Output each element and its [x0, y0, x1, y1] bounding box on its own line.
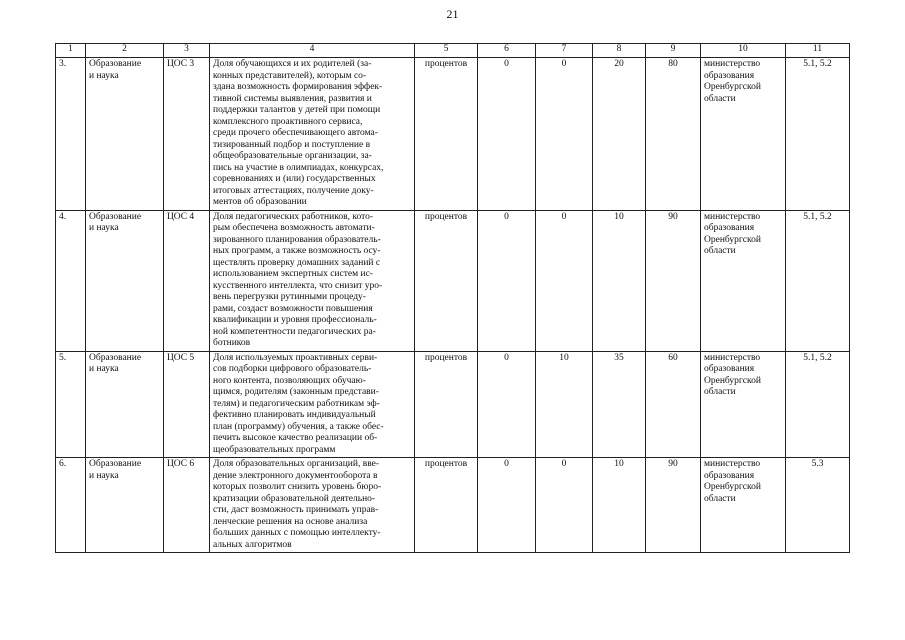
- description-line: ботников: [213, 338, 251, 348]
- area-cell: [86, 351, 164, 458]
- area-line: Образование: [89, 459, 142, 469]
- value-cell: 10: [593, 458, 646, 553]
- code-cell: ЦОС 6: [164, 458, 210, 553]
- value-cell: 0: [536, 210, 593, 351]
- unit-cell: процентов: [415, 458, 478, 553]
- description-line: кратизации образовательной деятельно-: [213, 493, 376, 504]
- organization-cell: [701, 58, 786, 211]
- code-cell: ЦОС 5: [164, 351, 210, 458]
- column-header: 1: [56, 44, 86, 58]
- column-header: 6: [478, 44, 536, 58]
- value-cell: 90: [646, 210, 701, 351]
- organization-line: Оренбургской: [704, 234, 761, 245]
- description-line: вень перегрузки рутинными процеду-: [213, 292, 366, 302]
- description-line: щеобразовательных программ: [213, 444, 336, 455]
- value-cell: 60: [646, 351, 701, 458]
- organization-line: образования: [704, 364, 755, 374]
- row-number-cell: 5.: [56, 351, 86, 458]
- row-number-cell: 6.: [56, 458, 86, 553]
- description-line: кусственного интеллекта, что снизит уро-: [213, 280, 383, 291]
- row-number-cell: 3.: [56, 58, 86, 211]
- description-line: итоговых аттестациях, получение доку-: [213, 185, 374, 196]
- organization-line: области: [704, 387, 736, 397]
- description-line: фективно планировать индивидуальный: [213, 410, 376, 420]
- description-cell: [210, 58, 415, 211]
- description-line: соревнованиях и (или) государственных: [213, 174, 376, 184]
- description-line: ной компетентности педагогических ра-: [213, 326, 376, 337]
- column-header: 5: [415, 44, 478, 58]
- organization-cell: [701, 210, 786, 351]
- description-line: общеобразовательные организации, за-: [213, 151, 372, 161]
- value-cell: 0: [478, 458, 536, 553]
- description-line: ментов об образовании: [213, 197, 307, 207]
- organization-line: министерство: [704, 352, 761, 363]
- description-cell: [210, 210, 415, 351]
- value-cell: 10: [593, 210, 646, 351]
- description-line: рами, создаст возможности повышения: [213, 303, 373, 314]
- description-line: Доля образовательных организаций, вве-: [213, 459, 379, 469]
- description-line: поддержки талантов у детей при помощи: [213, 105, 381, 115]
- organization-line: образования: [704, 223, 755, 233]
- organization-line: образования: [704, 70, 755, 81]
- description-line: квалификации и уровня профессиональ-: [213, 315, 377, 325]
- description-line: больших данных с помощью интеллекту-: [213, 528, 381, 538]
- description-line: план (программу) обучения, а также обес-: [213, 421, 384, 432]
- reference-cell: 5.3: [786, 458, 850, 553]
- code-cell: ЦОС 3: [164, 58, 210, 211]
- table-row: [56, 351, 850, 458]
- description-line: дение электронного документооборота в: [213, 470, 378, 481]
- unit-cell: процентов: [415, 210, 478, 351]
- description-line: Доля педагогических работников, кото-: [213, 211, 374, 222]
- area-cell: [86, 458, 164, 553]
- value-cell: 80: [646, 58, 701, 211]
- table-row: [56, 458, 850, 553]
- page-number: 21: [446, 7, 459, 21]
- description-line: зированного планирования образователь-: [213, 234, 381, 245]
- reference-cell: 5.1, 5.2: [786, 210, 850, 351]
- unit-cell: процентов: [415, 351, 478, 458]
- value-cell: 20: [593, 58, 646, 211]
- description-line: Доля обучающихся и их родителей (за-: [213, 59, 372, 69]
- column-header: 3: [164, 44, 210, 58]
- description-line: тивной системы выявления, развития и: [213, 93, 372, 104]
- organization-line: министерство: [704, 211, 761, 222]
- organization-line: образования: [704, 470, 755, 481]
- organization-cell: [701, 458, 786, 553]
- description-line: ленческие решения на основе анализа: [213, 516, 368, 527]
- description-line: рым обеспечена возможность автомати-: [213, 223, 375, 233]
- organization-cell: [701, 351, 786, 458]
- indicators-table: [55, 43, 850, 553]
- area-line: и наука: [89, 223, 119, 233]
- value-cell: 0: [478, 58, 536, 211]
- description-line: ного контента, позволяющих обучаю-: [213, 375, 366, 386]
- column-header: 7: [536, 44, 593, 58]
- description-line: конных представителей), которым со-: [213, 70, 367, 81]
- column-number-row: [56, 44, 850, 58]
- description-line: телям) и педагогическим работникам эф-: [213, 398, 380, 409]
- value-cell: 0: [478, 210, 536, 351]
- row-number-cell: 4.: [56, 210, 86, 351]
- area-line: и наука: [89, 70, 119, 81]
- description-cell: [210, 458, 415, 553]
- description-line: которых позволит снизить уровень бюро-: [213, 482, 382, 492]
- description-line: пись на участие в олимпиадах, конкурсах,: [213, 162, 384, 173]
- description-line: использованием экспертных систем ис-: [213, 269, 373, 279]
- description-cell: [210, 351, 415, 458]
- description-line: комплексного проактивного сервиса,: [213, 116, 363, 127]
- column-header: 2: [86, 44, 164, 58]
- organization-line: Оренбургской: [704, 375, 761, 386]
- organization-line: Оренбургской: [704, 482, 761, 492]
- area-cell: [86, 58, 164, 211]
- organization-line: области: [704, 246, 736, 256]
- organization-line: министерство: [704, 459, 761, 469]
- description-line: здана возможность формирования эффек-: [213, 82, 383, 92]
- description-line: сов подборки цифрового образователь-: [213, 364, 372, 374]
- description-line: ных программ, а также возможность осу-: [213, 246, 381, 256]
- column-header: 11: [786, 44, 850, 58]
- table-row: [56, 58, 850, 211]
- column-header: 10: [701, 44, 786, 58]
- area-cell: [86, 210, 164, 351]
- reference-cell: 5.1, 5.2: [786, 58, 850, 211]
- reference-cell: 5.1, 5.2: [786, 351, 850, 458]
- value-cell: 90: [646, 458, 701, 553]
- organization-line: области: [704, 493, 736, 504]
- table-row: [56, 210, 850, 351]
- value-cell: 0: [478, 351, 536, 458]
- description-line: тизированный подбор и поступление в: [213, 139, 371, 150]
- column-header: 4: [210, 44, 415, 58]
- value-cell: 0: [536, 58, 593, 211]
- area-line: и наука: [89, 470, 119, 481]
- organization-line: министерство: [704, 59, 761, 69]
- value-cell: 35: [593, 351, 646, 458]
- unit-cell: процентов: [415, 58, 478, 211]
- organization-line: Оренбургской: [704, 82, 761, 92]
- description-line: сти, даст возможность принимать управ-: [213, 505, 379, 515]
- organization-line: области: [704, 93, 736, 104]
- area-line: и наука: [89, 364, 119, 374]
- description-line: щимся, родителям (законным представи-: [213, 387, 379, 397]
- value-cell: 0: [536, 458, 593, 553]
- column-header: 9: [646, 44, 701, 58]
- area-line: Образование: [89, 352, 142, 363]
- value-cell: 10: [536, 351, 593, 458]
- description-line: среди прочего обеспечивающего автома-: [213, 128, 378, 138]
- description-line: ществлять проверку домашних заданий с: [213, 257, 381, 268]
- area-line: Образование: [89, 211, 142, 222]
- area-line: Образование: [89, 59, 142, 69]
- description-line: Доля используемых проактивных серви-: [213, 352, 378, 363]
- description-line: печить высокое качество реализации об-: [213, 433, 378, 443]
- code-cell: ЦОС 4: [164, 210, 210, 351]
- description-line: альных алгоритмов: [213, 539, 292, 550]
- column-header: 8: [593, 44, 646, 58]
